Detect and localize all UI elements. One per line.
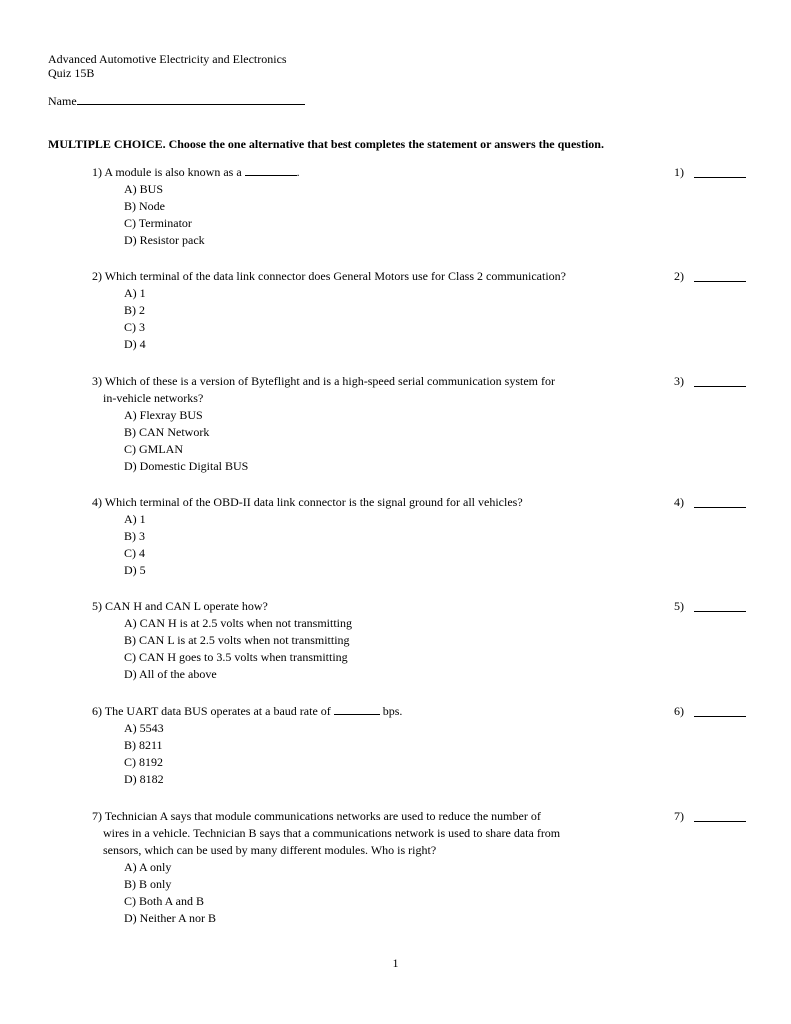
option-d: D) 8182 [124, 772, 164, 786]
option-c: C) Terminator [124, 216, 192, 230]
question-4-options [124, 511, 652, 579]
question-1-text-start: 1) A module is also known as a [92, 165, 242, 179]
answer-line-5 [694, 611, 746, 612]
option-d: D) All of the above [124, 667, 217, 681]
question-7-line-1: 7) Technician A says that module communications networks are used to reduce the number of [92, 809, 541, 823]
option-a: A) 1 [124, 286, 146, 300]
answer-line-4 [694, 507, 746, 508]
option-c: C) Both A and B [124, 894, 205, 908]
answer-line-2 [694, 281, 746, 282]
question-6-options [124, 720, 652, 788]
question-7 [92, 808, 652, 927]
option-a: A) A only [124, 860, 172, 874]
answer-label-4: 4) [674, 495, 684, 509]
answer-label-7: 7) [674, 809, 684, 823]
option-b: B) CAN Network [124, 425, 210, 439]
answer-label-5: 5) [674, 599, 684, 613]
option-d: D) Domestic Digital BUS [124, 459, 249, 473]
answer-label-3: 3) [674, 374, 684, 388]
question-6-text [92, 703, 652, 720]
option-c: C) GMLAN [124, 442, 183, 456]
option-b: B) B only [124, 877, 172, 891]
question-3-text [92, 373, 652, 407]
option-c: C) 8192 [124, 755, 163, 769]
question-6-text-start: 6) The UART data BUS operates at a baud rate of [92, 704, 331, 718]
question-3-options [124, 407, 652, 475]
name-blank-line [77, 93, 305, 105]
answer-label-6: 6) [674, 704, 684, 718]
name-field [48, 93, 305, 108]
question-1 [92, 164, 652, 249]
option-d: D) Neither A nor B [124, 911, 216, 925]
option-b: B) 8211 [124, 738, 163, 752]
question-3-line-2: in-vehicle networks? [103, 391, 204, 405]
fill-in-blank [334, 704, 380, 715]
answer-line-1 [694, 177, 746, 178]
instructions: MULTIPLE CHOICE. Choose the one alternative that best completes the statement or answers the question. [48, 137, 604, 151]
name-label: Name [48, 94, 77, 108]
question-7-text [92, 808, 652, 859]
answer-label-1: 1) [674, 165, 684, 179]
question-5-text: 5) CAN H and CAN L operate how? [92, 599, 268, 613]
question-2 [92, 268, 672, 353]
answer-line-3 [694, 386, 746, 387]
option-c: C) 4 [124, 546, 145, 560]
question-1-options [124, 181, 652, 249]
question-4-text: 4) Which terminal of the OBD-II data link connector is the signal ground for all vehicles? [92, 495, 523, 509]
question-7-options [124, 859, 652, 927]
question-1-text [92, 164, 652, 181]
page-number: 1 [392, 956, 399, 970]
question-2-text: 2) Which terminal of the data link connector does General Motors use for Class 2 communication? [92, 269, 566, 283]
question-6 [92, 703, 652, 788]
question-7-line-3: sensors, which can be used by many different modules. Who is right? [103, 843, 437, 857]
question-7-line-2: wires in a vehicle. Technician B says that a communications network is used to share data from [103, 826, 561, 840]
option-d: D) Resistor pack [124, 233, 205, 247]
answer-line-6 [694, 716, 746, 717]
question-3 [92, 373, 652, 475]
option-c: C) CAN H goes to 3.5 volts when transmitting [124, 650, 348, 664]
answer-label-2: 2) [674, 269, 684, 283]
answer-line-7 [694, 821, 746, 822]
fill-in-blank [245, 165, 297, 176]
option-a: A) 5543 [124, 721, 164, 735]
quiz-title: Quiz 15B [48, 66, 95, 80]
option-b: B) Node [124, 199, 165, 213]
option-b: B) 2 [124, 303, 145, 317]
question-6-text-end: bps. [382, 704, 403, 718]
question-4 [92, 494, 652, 579]
option-a: A) BUS [124, 182, 164, 196]
option-d: D) 4 [124, 337, 146, 351]
option-d: D) 5 [124, 563, 146, 577]
option-a: A) Flexray BUS [124, 408, 203, 422]
question-2-options [124, 285, 672, 353]
option-b: B) 3 [124, 529, 145, 543]
option-c: C) 3 [124, 320, 145, 334]
option-a: A) CAN H is at 2.5 volts when not transmitting [124, 616, 352, 630]
option-a: A) 1 [124, 512, 146, 526]
question-1-text-end: . [296, 165, 300, 179]
question-3-line-1: 3) Which of these is a version of Byteflight and is a high-speed serial communication system for [92, 374, 556, 388]
course-title: Advanced Automotive Electricity and Electronics [48, 52, 287, 66]
question-5 [92, 598, 652, 683]
option-b: B) CAN L is at 2.5 volts when not transmitting [124, 633, 350, 647]
question-5-options [124, 615, 652, 683]
